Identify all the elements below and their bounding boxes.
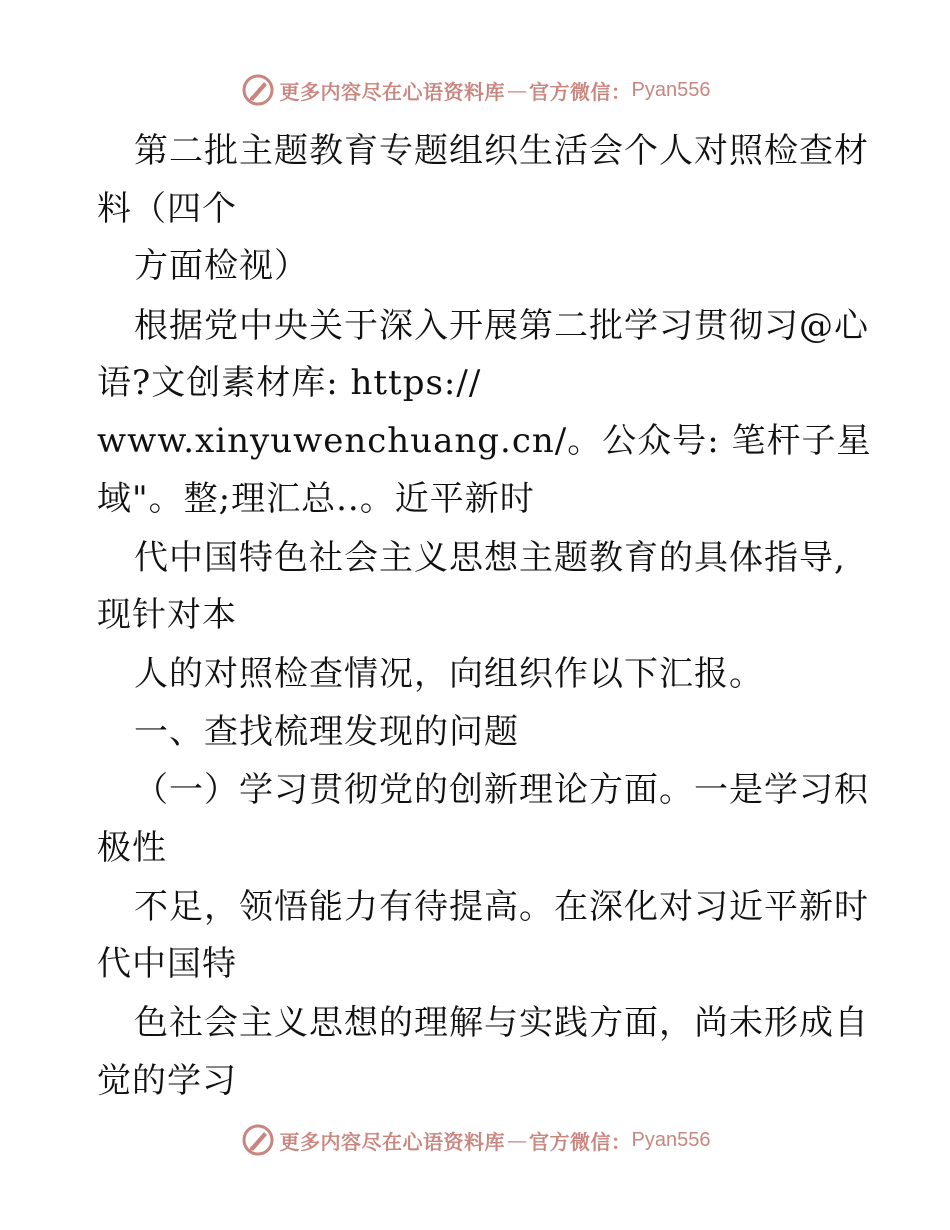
wechat-label: 官方微信： bbox=[529, 79, 632, 104]
paragraph-line: 代中国特 bbox=[97, 944, 237, 984]
wechat-id: Pyan556 bbox=[631, 78, 711, 101]
wechat-id: Pyan556 bbox=[631, 1128, 711, 1151]
pen-logo-icon bbox=[240, 72, 276, 108]
subsection-heading: （一）学习贯彻党的创新理论方面。一是学习积 bbox=[134, 770, 869, 810]
paragraph-line: 语?文创素材库: https:// bbox=[97, 363, 482, 403]
paragraph-line: 现针对本 bbox=[97, 595, 237, 635]
paragraph-line: 域"。整;理汇总..。近平新时 bbox=[97, 479, 535, 519]
paragraph-line: www.xinyuwenchuang.cn/。公众号: 笔杆子星 bbox=[97, 421, 872, 461]
paragraph-line: 不足，领悟能力有待提高。在深化对习近平新时 bbox=[134, 887, 869, 927]
title-line-2: 料（四个 bbox=[97, 189, 237, 229]
paragraph-line: 极性 bbox=[97, 828, 167, 868]
watermark-dash: — bbox=[507, 1128, 528, 1152]
watermark-text: 更多内容尽在心语资料库 bbox=[279, 1129, 506, 1154]
paragraph-line: 色社会主义思想的理解与实践方面，尚未形成自 bbox=[134, 1003, 869, 1043]
paragraph-line: 觉的学习 bbox=[97, 1061, 237, 1101]
pen-logo-icon bbox=[240, 1122, 276, 1158]
paragraph-line: 人的对照检查情况，向组织作以下汇报。 bbox=[134, 654, 764, 694]
watermark-text: 更多内容尽在心语资料库 bbox=[279, 79, 506, 104]
section-heading: 一、查找梳理发现的问题 bbox=[134, 712, 519, 752]
watermark-banner-top bbox=[0, 68, 950, 112]
watermark-banner-bottom bbox=[0, 1118, 950, 1162]
title-line-1: 第二批主题教育专题组织生活会个人对照检查材 bbox=[134, 131, 869, 171]
title-line-3: 方面检视） bbox=[134, 246, 309, 286]
paragraph-line: 根据党中央关于深入开展第二批学习贯彻习@心 bbox=[134, 306, 869, 346]
watermark-dash: — bbox=[507, 78, 528, 102]
wechat-label: 官方微信： bbox=[529, 1129, 632, 1154]
paragraph-line: 代中国特色社会主义思想主题教育的具体指导, bbox=[134, 538, 846, 578]
